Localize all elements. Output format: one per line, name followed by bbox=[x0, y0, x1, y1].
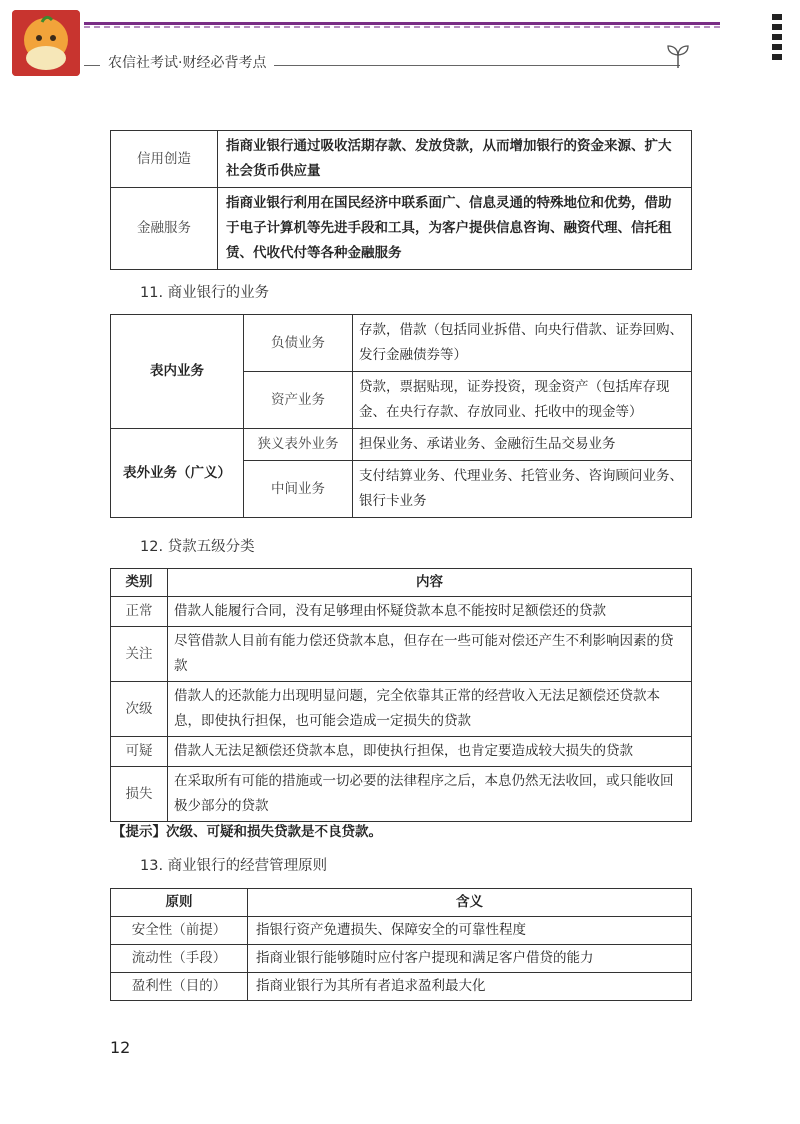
loan-desc: 借款人的还款能力出现明显问题，完全依靠其正常的经营收入无法足额偿还贷款本息，即使执行担保，也可能会造成一定损失的贷款 bbox=[168, 682, 692, 737]
principle-name: 盈利性（目的） bbox=[111, 973, 248, 1001]
header-line bbox=[84, 22, 720, 25]
column-header: 内容 bbox=[168, 569, 692, 597]
principle-desc: 指银行资产免遭损失、保障安全的可靠性程度 bbox=[248, 917, 692, 945]
loan-desc: 在采取所有可能的措施或一切必要的法律程序之后，本息仍然无法收回，或只能收回极少部分的贷款 bbox=[168, 767, 692, 822]
table-row bbox=[111, 429, 692, 461]
page-number: 12 bbox=[110, 1038, 131, 1057]
table-row bbox=[111, 767, 692, 822]
tip-note bbox=[112, 820, 382, 840]
function-desc: 指商业银行通过吸收活期存款、发放贷款，从而增加银行的资金来源、扩大社会货币供应量 bbox=[218, 131, 692, 188]
principle-name: 安全性（前提） bbox=[111, 917, 248, 945]
off-balance-label: 表外业务（广义） bbox=[111, 429, 244, 518]
header-title-wrap bbox=[100, 52, 274, 74]
table-row bbox=[111, 945, 692, 973]
table-row bbox=[111, 973, 692, 1001]
narrow-off-desc: 担保业务、承诺业务、金融衍生品交易业务 bbox=[353, 429, 692, 461]
principles-table bbox=[110, 888, 692, 1001]
asset-desc: 贷款，票据贴现，证券投资，现金资产（包括库存现金、在央行存款、存放同业、托收中的现金等） bbox=[353, 372, 692, 429]
column-header: 原则 bbox=[111, 889, 248, 917]
principle-desc: 指商业银行为其所有者追求盈利最大化 bbox=[248, 973, 692, 1001]
loan-classification-table bbox=[110, 568, 692, 822]
logo bbox=[12, 10, 80, 76]
table-row bbox=[111, 188, 692, 270]
liability-desc: 存款，借款（包括同业拆借、向央行借款、证券回购、发行金融债券等） bbox=[353, 315, 692, 372]
liability-label: 负债业务 bbox=[244, 315, 353, 372]
table-row bbox=[111, 597, 692, 627]
tip-label: 【提示】 bbox=[112, 824, 166, 840]
principle-name: 流动性（手段） bbox=[111, 945, 248, 973]
edge-marker bbox=[772, 14, 782, 72]
table-header-row bbox=[111, 889, 692, 917]
table-row bbox=[111, 917, 692, 945]
table-row bbox=[111, 737, 692, 767]
column-header: 含义 bbox=[248, 889, 692, 917]
table-row bbox=[111, 315, 692, 372]
bank-functions-table bbox=[110, 130, 692, 270]
sprout-icon bbox=[664, 42, 692, 72]
intermediary-desc: 支付结算业务、代理业务、托管业务、咨询顾问业务、银行卡业务 bbox=[353, 461, 692, 518]
section-title-12: 12. 贷款五级分类 bbox=[140, 539, 255, 555]
table-row bbox=[111, 131, 692, 188]
asset-label: 资产业务 bbox=[244, 372, 353, 429]
section-title-11: 11. 商业银行的业务 bbox=[140, 285, 270, 301]
function-name: 金融服务 bbox=[111, 188, 218, 270]
header-dash-line bbox=[84, 26, 720, 28]
function-desc: 指商业银行利用在国民经济中联系面广、信息灵通的特殊地位和优势，借助于电子计算机等先进手段和工具，为客户提供信息咨询、融资代理、信托租赁、代收代付等各种金融服务 bbox=[218, 188, 692, 270]
table-row bbox=[111, 627, 692, 682]
loan-category: 次级 bbox=[111, 682, 168, 737]
loan-desc: 尽管借款人目前有能力偿还贷款本息，但存在一些可能对偿还产生不利影响因素的贷款 bbox=[168, 627, 692, 682]
section-title-13: 13. 商业银行的经营管理原则 bbox=[140, 858, 328, 874]
loan-category: 损失 bbox=[111, 767, 168, 822]
narrow-off-label: 狭义表外业务 bbox=[244, 429, 353, 461]
table-header-row bbox=[111, 569, 692, 597]
function-name: 信用创造 bbox=[111, 131, 218, 188]
tip-text: 次级、可疑和损失贷款是不良贷款。 bbox=[166, 824, 382, 840]
intermediary-label: 中间业务 bbox=[244, 461, 353, 518]
loan-desc: 借款人无法足额偿还贷款本息，即使执行担保，也肯定要造成较大损失的贷款 bbox=[168, 737, 692, 767]
on-balance-label: 表内业务 bbox=[111, 315, 244, 429]
header-title: 农信社考试·财经必背考点 bbox=[108, 55, 267, 71]
principle-desc: 指商业银行能够随时应付客户提现和满足客户借贷的能力 bbox=[248, 945, 692, 973]
loan-category: 关注 bbox=[111, 627, 168, 682]
loan-desc: 借款人能履行合同，没有足够理由怀疑贷款本息不能按时足额偿还的贷款 bbox=[168, 597, 692, 627]
loan-category: 可疑 bbox=[111, 737, 168, 767]
bank-business-table bbox=[110, 314, 692, 518]
loan-category: 正常 bbox=[111, 597, 168, 627]
column-header: 类别 bbox=[111, 569, 168, 597]
table-row bbox=[111, 682, 692, 737]
